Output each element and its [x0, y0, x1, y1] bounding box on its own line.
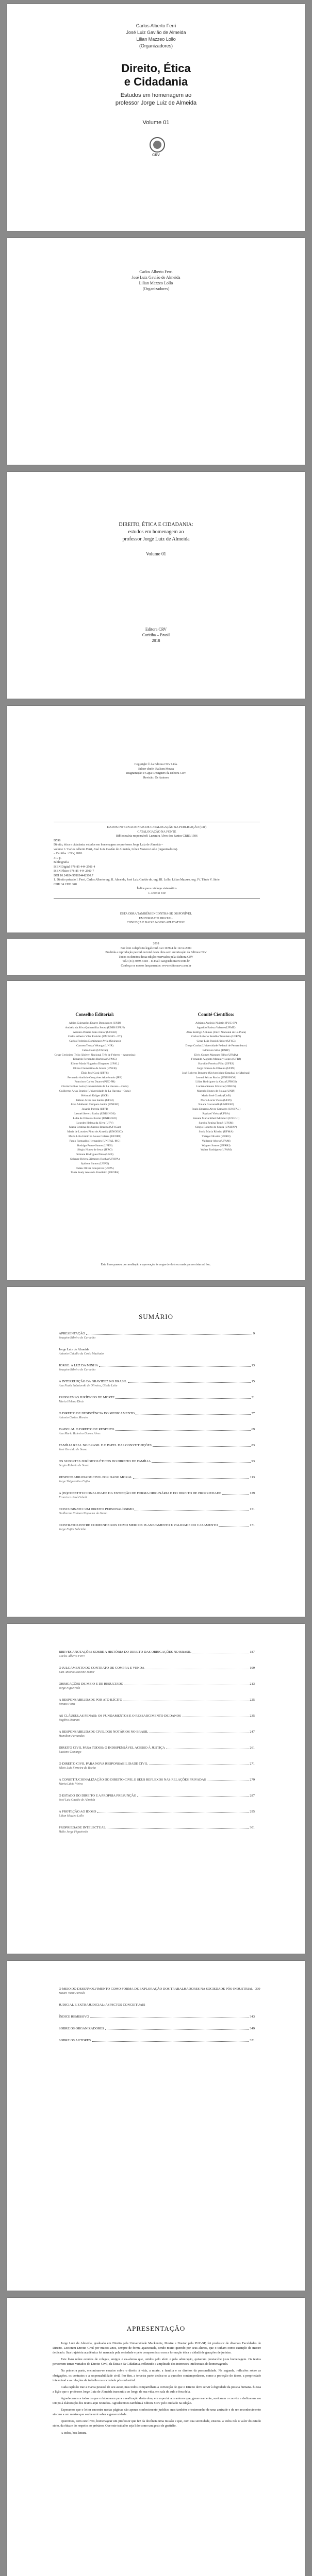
summary-entry[interactable] — [59, 1714, 255, 1722]
summary-entry[interactable] — [59, 1809, 255, 1818]
council-member: Helmuth Krüger (UCP) — [81, 1094, 109, 1097]
summary-entry-page: 93 — [251, 1460, 255, 1463]
summary-entry[interactable] — [59, 1777, 255, 1786]
publisher-notice-line: Conheça os nossos lançamentos: www.editoracrv.com.br — [121, 964, 191, 968]
summary-entry[interactable] — [59, 1427, 255, 1436]
publisher-logo-icon — [150, 137, 165, 152]
council-member: Diogo Cunha (Universidade Federal de Pernambuco) — [185, 1044, 247, 1047]
council-member: Rodrigo Pratte-Santos (UFES) — [77, 1144, 113, 1147]
summary-entry[interactable] — [59, 1793, 255, 1802]
summary-list-3 — [59, 1987, 260, 2050]
summary-leader-dots — [222, 1494, 249, 1495]
council-member: Marcelo Nunes de Souza (UNIP) — [196, 1089, 236, 1093]
cip-record — [54, 822, 260, 899]
council-member: Luciana Santos Silveira (UFRGS) — [196, 1085, 236, 1089]
half-title-line-2: estudos em homenagem ao — [128, 529, 184, 535]
summary-entry-page: 69 — [251, 1428, 255, 1431]
summary-entry[interactable] — [59, 1347, 255, 1356]
summary-leader-dots — [116, 1430, 251, 1431]
summary-leader-dots — [86, 1334, 252, 1335]
copyright-page — [7, 706, 305, 933]
title-page-authors — [7, 269, 305, 292]
summary-page-1 — [7, 1287, 305, 1617]
cip-line: 1. Direito 340 — [148, 891, 166, 895]
council-member: Aldira Guimarães Duarte Domínguez (UNB) — [69, 1022, 121, 1025]
presentation-title: APRESENTAÇÃO — [126, 2325, 186, 2332]
summary-entry-page: 351 — [250, 2039, 255, 2042]
council-member: Cesar Luiz Pasold Júnior (UFSC) — [196, 1040, 236, 1043]
cover-subtitle-line-2: professor Jorge Luiz de Almeida — [115, 100, 197, 106]
cip-line: 1. Direito privado I. Ferri, Carlos Alberto org. II. Almeida, José Luiz Gavião de. org. III. Lollo, Lilian Mazzeo. org. IV. Título V. Série. — [54, 878, 221, 882]
council-member: Guillermo Arias Beatón (Universidade de La Havana – Cuba) — [59, 1089, 131, 1093]
council-member: Élsio José Corá (UFFS) — [81, 1071, 109, 1075]
cover-title-line-2: e Cidadania — [124, 75, 188, 88]
summary-entry-title: A (IN)CONSTITUCIONALIDADE DA EXTINÇÃO DE FORMA ORIGINÁRIA E DO DIREITO DE PROPRIEDADE — [59, 1492, 221, 1495]
cover-volume: Volume 01 — [142, 120, 170, 126]
summary-entry-author: Antonio Carlos Morato — [59, 1416, 88, 1419]
summary-entry-page: 13 — [251, 1364, 255, 1367]
cover-author-1: Carlos Alberto Ferri — [136, 23, 176, 28]
scientific-committee-list — [165, 1021, 268, 1153]
council-member: Elione Maria Nogueira Diogenes (UFAL) — [71, 1062, 119, 1066]
title-author-3: Lilian Mazzeo Lollo — [139, 281, 173, 285]
half-title-publisher-3: 2018 — [152, 638, 160, 643]
council-member: Agnaldo Batista Valente (UFMT) — [196, 1026, 236, 1029]
editorial-council-list — [43, 1021, 146, 1175]
summary-entry[interactable] — [59, 1682, 255, 1690]
cover-author-2: José Luiz Gavião de Almeida — [126, 30, 186, 35]
half-title-volume: Volume 01 — [145, 551, 167, 556]
summary-entry-page: 129 — [250, 1492, 255, 1495]
summary-entry[interactable] — [59, 1523, 255, 1532]
council-member: Paulo Romualdo Hernandes (UNIFAL-MG) — [69, 1139, 121, 1143]
copyright-notice — [7, 912, 305, 925]
summary-entry-page: 343 — [250, 2015, 255, 2019]
summary-entry-title: O JULGAMENTO DO CONTRATO DE COMPRA E VENDA — [59, 1666, 144, 1670]
summary-entry-title: A RESPONSABILIDADE POR ATO ILÍCITO — [59, 1698, 122, 1702]
summary-entry-author: Rogério Donnini — [59, 1719, 80, 1722]
presentation-paragraph: Queremos, com este livro, homenagear um professor que fez da docência uma missão e que, com sua serenidade, ensinou a todos nós o valor do estudo sério, da ética e do respeito ao próximo. Que este trabalho seja lido como um gesto de gratidão. — [53, 2419, 261, 2428]
cip-line: Bibliotecária responsável: Luzenira Alves dos Santos CRB9/1506 — [116, 835, 198, 838]
title-author-2: José Luiz Gavião de Almeida — [132, 275, 180, 280]
summary-entry-title: SOBRE OS AUTORES — [59, 2039, 91, 2042]
summary-entry-page: 171 — [250, 1523, 255, 1527]
presentation-page — [7, 2298, 305, 2576]
summary-entry-title: CONTRATOS ENTRE COMPANHEIROS COMO MEIO DE PLANEJAMENTO E VALIDADE DO CASAMENTO — [59, 1523, 218, 1527]
summary-entry[interactable] — [59, 2003, 255, 2007]
publisher-notice-page — [7, 939, 305, 975]
summary-entry-title: JUDICIAL E EXTRAJUDICIAL: ASPECTOS CONCEITUAIS — [59, 2003, 145, 2007]
title-author-4: (Organizadores) — [142, 286, 170, 291]
summary-entry-title: APRESENTAÇÃO — [59, 1332, 85, 1335]
council-member: Tadeu Oliver Gonçalves (UFPA) — [76, 1166, 114, 1170]
summary-entry-page: 187 — [250, 1650, 255, 1654]
copyright-notice-line: EM FORMATO DIGITAL. — [139, 917, 173, 920]
summary-entry-author: Antonio Cláudio da Costa Machado — [59, 1352, 104, 1355]
summary-entry-author: Joaquim Ribeiro de Carvalho — [59, 1336, 96, 1340]
cover-title — [7, 62, 305, 89]
summary-entry[interactable] — [59, 1761, 255, 1770]
summary-entry[interactable] — [59, 1379, 255, 1388]
peer-review-note: Este livro passou por avaliação e aprovação às cegas de dois ou mais pareceristas ad hoc. — [101, 1263, 211, 1266]
summary-entry-page: 151 — [250, 1507, 255, 1511]
presentation-paragraph: Jorge Luiz de Almeida, graduado em Direito pela Universidade Mackenzie, Mestre e Doutor pela PUC-SP, foi professor de diversas Faculdades de Direito. Lecionou Direito Civil por muitos anos, sempre de forma apaixonada, sendo muito querido por seus alunos, que o tinham como exemplo de mestre dedicado. Sua trajetória acadêmica foi marcada pela seriedade e pelo compromisso com a formação ética e cidadã de gerações de juristas. — [53, 2342, 261, 2355]
publisher-notice-line: Todos os direitos desta edição reservados pela: Editora CRV — [119, 955, 193, 959]
council-member: Maria José Corrêa (UnB) — [201, 1094, 231, 1097]
council-member: Valdemir Alves (UFAM) — [202, 1139, 231, 1143]
council-member: Leonel Severo Rocha (UNISINOS) — [74, 1112, 116, 1115]
summary-leader-dots — [135, 1510, 249, 1511]
summary-entry-title: DIREITO CIVIL PARA TODOS: O INDISPENSÁVEL ACESSO À JUSTIÇA — [59, 1746, 165, 1750]
summary-entry[interactable] — [59, 1987, 260, 1995]
cip-line: Bibliografia — [54, 861, 69, 864]
council-member: Carlos Roberto Botelho Trombeta (UFRN) — [191, 1035, 241, 1039]
copyright-line: Diagramação e Capa: Designers da Editora CRV — [126, 772, 186, 775]
summary-entry-title: FAMÍLIA REAL NO BRASIL E O PAPEL DAS CONSTITUIÇÕES — [59, 1444, 152, 1447]
summary-entry[interactable] — [59, 1825, 255, 1834]
summary-entry-page: 213 — [250, 1682, 255, 1686]
summary-entry-title: A INTERRUPÇÃO DA GRAVIDEZ NO BRASIL — [59, 1380, 127, 1383]
publisher-notice-line: Foi feito o depósito legal conf. Lei 10.994 de 14/12/2004 — [120, 946, 192, 950]
council-member: Carlos Federico Dominguez Avila (Unieuro) — [69, 1040, 121, 1043]
summary-entry[interactable] — [59, 2038, 255, 2043]
council-member: Leonel Seixas Rocha (UNISINOS) — [195, 1076, 237, 1079]
scientific-committee — [165, 1012, 268, 1153]
half-title-publisher — [7, 626, 305, 643]
publisher-notice-line: Proibida a reprodução parcial ou total desta obra sem autorização da Editora CRV — [105, 951, 207, 954]
summary-entry-author: Maria Helena Diniz — [59, 1400, 84, 1403]
summary-entry-page: 261 — [250, 1746, 255, 1750]
cip-line: Índice para catálogo sistemático — [137, 887, 177, 890]
cover-title-line-1: Direito, Ética — [121, 62, 191, 75]
summary-entry-title: ÍNDICE REMISSIVO — [59, 2015, 89, 2019]
summary-entry[interactable] — [59, 1475, 255, 1484]
summary-entry[interactable] — [59, 1650, 255, 1658]
summary-entry[interactable] — [59, 1491, 255, 1500]
council-member: Jorge Gomes de Oliveira (UFPE) — [196, 1066, 236, 1070]
summary-entry-author: Jorge Fujita Sobrinho — [59, 1528, 87, 1531]
summary-leader-dots — [92, 2041, 249, 2042]
council-member: Maria de Lourdes Pinto de Almeida (UNOESC) — [67, 1130, 123, 1134]
summary-entry-page: 301 — [250, 1826, 255, 1829]
summary-entry-title: BREVES ANOTAÇÕES SOBRE A HISTÓRIA DO DIREITO DAS OBRIGAÇÕES NO BRASIL — [59, 1650, 191, 1654]
half-title-publisher-1: Editora CRV — [145, 627, 167, 632]
copyright-notice-line: ESTA OBRA TAMBÉM ENCONTRA-SE DISPONÍVEL — [120, 912, 192, 916]
summary-entry-title: O MEIO DO DESENVOLVIMENTO COMO FORMA DE EXPLORAÇÃO DOS TRABALHADORES NA SOCIEDADE PÓS-INDUSTRIAL — [59, 1987, 253, 1991]
summary-entry-title: JORGE: A LUZ DA MINHA — [59, 1364, 98, 1367]
summary-entry-page: 199 — [250, 1666, 255, 1670]
summary-entry-page: 235 — [250, 1714, 255, 1718]
summary-entry-author: Silvio Luís Ferreira da Rocha — [59, 1767, 96, 1770]
summary-entry-title: ISABEL M. O DIREITO DE RESPEITO — [59, 1428, 114, 1431]
cip-line: volume I / Carlos Alberto Ferri, José Luiz Gavião de Almeida, Lilian Mazzeo Lollo (organizadores). — [54, 848, 178, 851]
summary-entry-title: A RESPONSABILIDADE CIVIL DOS NOTÁRIOS NO BRASIL — [59, 1730, 149, 1734]
summary-entry-author: Jorge Shiguemitsu Fujita — [59, 1480, 90, 1483]
summary-entry-page: 349 — [250, 2027, 255, 2030]
cip-line: Direito, ética e cidadania: estudos em homenagem ao professor Jorge Luiz de Almeida – — [54, 843, 163, 846]
cover-subtitle-line-1: Estudos em homenagem ao — [120, 92, 192, 98]
council-member: Fernando Antônio Gonçalves Alcoforado (IPB) — [68, 1076, 122, 1079]
council-member: Sandra Regina Tomé (UFSM) — [199, 1121, 234, 1125]
summary-entry-author: Ana Maria Baleeiro Gomes Alves — [59, 1432, 101, 1435]
summary-entry-author: Francisco José Cahali — [59, 1496, 87, 1499]
title-author-1: Carlos Alberto Ferri — [139, 269, 173, 274]
summary-entry[interactable] — [59, 1459, 255, 1468]
presentation-paragraph: A todos, boa leitura. — [61, 2431, 87, 2435]
summary-entry-author: Joaquim Ribeiro de Carvalho — [59, 1368, 96, 1371]
summary-list-1 — [59, 1331, 255, 1539]
summary-leader-dots — [99, 1366, 250, 1367]
council-member: Wagner Soares (UFRRJ) — [202, 1144, 231, 1147]
summary-entry[interactable] — [59, 1666, 255, 1674]
summary-entry-title: CONCUBINATO: UM DIREITO PERSONALÍSSIMO — [59, 1507, 134, 1511]
summary-entry-title: OBRIGAÇÕES DE MEIO E DE RESULTADO — [59, 1682, 124, 1686]
copyright-line: Copyright © da Editora CRV Ltda. — [134, 763, 178, 766]
copyright-line: Editor-chefe: Railson Moura — [138, 767, 174, 771]
council-member: Sonia Maria Ribeiro (UFMA) — [199, 1130, 234, 1134]
summary-entry-page: 279 — [250, 1778, 255, 1782]
copyright-credits — [7, 762, 305, 780]
council-member: Francisco Carlos Duarte (PUC-PR) — [74, 1080, 116, 1084]
publisher-notice-line: Tel.: (41) 3039-6418 – E-mail: sac@editoracrv.com.br — [122, 960, 190, 963]
summary-entry[interactable] — [59, 1745, 255, 1754]
summary-entry-title: PROBLEMAS JURÍDICOS DE MORTE — [59, 1396, 115, 1399]
summary-entry-author: José Luiz Gavião de Almeida — [59, 1799, 95, 1802]
council-member: Maria Lúcia Vieira (UFPI) — [201, 1098, 232, 1102]
council-member: Jailson Alves dos Santos (UFRJ) — [76, 1098, 114, 1102]
summary-entry[interactable] — [59, 1411, 255, 1420]
summary-entry-author: Maria Lúcia Vieira — [59, 1783, 83, 1786]
council-member: Sérgio Nunes de Jesus (IFRO) — [77, 1148, 112, 1152]
copyright-notice-line: CONHEÇA E BAIXE NOSSO APLICATIVO! — [126, 921, 186, 924]
summary-entry[interactable] — [59, 1698, 255, 1706]
council-member: Andréia da Silva Quintanilha Sousa (UNIR/UFRN) — [65, 1026, 125, 1029]
summary-entry-page: 57 — [251, 1412, 255, 1415]
summary-entry[interactable] — [59, 1443, 255, 1452]
summary-entry-author: Hélio Jorge Figueiredo — [59, 1831, 88, 1834]
summary-page-2 — [7, 1624, 305, 1954]
council-member: Haroldo Ferreira Filho (UFES) — [198, 1062, 234, 1066]
summary-entry-title: Jorge Luiz de Almeida — [59, 1348, 89, 1351]
summary-leader-dots — [153, 1446, 251, 1447]
cip-line: – Curitiba : CRV, 2018. — [54, 852, 83, 855]
cover-page — [7, 4, 305, 231]
council-member: Walter Rodrigues (UFAM) — [200, 1148, 232, 1152]
council-member: Eduardo Fernandes Barbosa (UFMG) — [73, 1058, 117, 1061]
council-member: Rosane Maria Sibert Mitidieri (UNIJUI) — [192, 1116, 240, 1120]
summary-entry-page: 15 — [251, 1380, 255, 1383]
presentation-body — [53, 2341, 261, 2437]
council-member: Thiago Oliveira (UFRN) — [202, 1134, 231, 1138]
council-member: Lídia de Oliveira Xavier (UNIEURO) — [73, 1116, 117, 1120]
council-member: Celso Conti (UFSCar) — [81, 1048, 108, 1052]
council-member: José Roberto Bonome (Universidade Estadual de Maringá) — [182, 1071, 251, 1075]
council-member: Raphael Vieira (UFBA) — [202, 1112, 230, 1115]
presentation-paragraph: Agradecemos a todos os que colaboraram para a realização desta obra, em especial aos autores que, generosamente, aceitaram o convite e dedicaram seu tempo à elaboração dos textos aqui reunidos. Agradecemos também à Editora CRV pelo cuidado na edição. — [53, 2396, 261, 2405]
council-member: Carlos Alberto Vilar Estêvão (UMINHO – PT) — [68, 1035, 122, 1039]
council-member: Maria Lília Imbiriba Sousa Colares (UFOPA) — [68, 1134, 122, 1138]
summary-entry-title: O DIREITO CIVIL PARA NOVA RESPONSABILIDADE CIVIL — [59, 1762, 148, 1766]
summary-leader-dots — [105, 2029, 249, 2030]
title-page — [7, 238, 305, 465]
publisher-logo-text: CRV — [152, 154, 160, 157]
council-member: Elvis Gomes Marques Filho (UFMA) — [194, 1053, 238, 1057]
summary-entry-title: A CONSTITUCIONALIZAÇÃO DO DIREITO CIVIL E SEUS REFLEXOS NAS RELAÇÕES PRIVADAS — [59, 1778, 206, 1782]
summary-entry-author: Luiz Antonio Scavone Junior — [59, 1671, 95, 1674]
scientific-committee-title: Comitê Científico: — [198, 1012, 235, 1017]
cip-line: DOI 10.24824/978854442500.7 — [54, 874, 93, 877]
council-member: Sydione Santos (UEPG) — [80, 1162, 109, 1165]
council-member: Adriano Antônio Nuintin (PUC-SP) — [195, 1022, 237, 1025]
summary-entry-title: O ESTADO DO DIREITO E A PROPRIA PRESUNÇÃO — [59, 1794, 137, 1798]
half-title-line-1: DIREITO, ÉTICA E CIDADANIA: — [119, 522, 193, 528]
summary-entry-page: 295 — [250, 1810, 255, 1814]
council-member: Alan Rodrigo Antunes (Univ. Nacional de La Plata) — [186, 1030, 246, 1034]
summary-leader-dots — [97, 1812, 249, 1813]
presentation-paragraph: Este livro reúne estudos de colegas, amigos e ex-alunos que, unidos pelo afeto e pela admiração, quiseram prestar-lhe justa homenagem. Os textos percorrem temas variados do Direito Civil, da Ética e da Cidadania, refletindo a amplitude dos interesses intelectuais do homenageado. — [53, 2358, 261, 2366]
presentation-paragraph: Esperamos que o leitor encontre nestas páginas não apenas conhecimento jurídico, mas também o testemunho de uma amizade e de um reconhecimento sincero a um mestre que soube unir saber e generosidade. — [53, 2408, 261, 2417]
summary-leader-dots — [152, 1462, 250, 1463]
council-member: Solange Helena Ximenes-Rocha (UFOPA) — [70, 1157, 120, 1161]
council-member: Sérgio Roberto de Souza (UNIFAP) — [195, 1126, 237, 1129]
cover-subtitle — [7, 92, 305, 107]
summary-leader-dots — [128, 1382, 251, 1383]
council-member: Cesar Gerónimo Tello (Univer. Nacional Três de Febrero – Argentina) — [54, 1053, 136, 1057]
council-member: Naiara Giacomelli (UNIFESP) — [198, 1103, 234, 1107]
council-member: Josania Portela (UFPI) — [81, 1108, 108, 1111]
cip-line: CDU 34 CDD 340 — [54, 883, 77, 886]
half-title-page — [7, 472, 305, 699]
presentation-paragraph: Na primeira parte, encontram-se ensaios sobre o direito à vida, a morte, a família e os direitos da personalidade. Na segunda, reflexões sobre as obrigações, os contratos e a responsabilidade civil. Por fim, a terceira parte dedica-se a questões contemporâneas, como a proteção do idoso, a propriedade intelectual e as relações de trabalho na sociedade pós-industrial. — [53, 2369, 261, 2382]
summary-entry[interactable] — [59, 1395, 255, 1404]
cip-line: ISBN Digital 978-85-444-2501-4 — [54, 865, 95, 869]
council-member: Simone Rodrigues Pinto (UNB) — [76, 1153, 113, 1157]
cover-authors — [7, 23, 305, 49]
publisher-notice-line: 2018 — [153, 942, 159, 945]
summary-entry-page: 271 — [250, 1762, 255, 1766]
summary-entry[interactable] — [59, 2026, 255, 2031]
publisher-notice — [7, 942, 305, 968]
summary-entry-page: 31 — [251, 1396, 255, 1399]
summary-entry-author: Luciano Camargo — [59, 1751, 81, 1754]
council-member: Lilian Rodrigues da Cruz (UFRGS) — [195, 1080, 237, 1084]
summary-leader-dots — [219, 1526, 249, 1527]
council-member: Maria Cristina dos Santos Bezerra (UFSCar) — [69, 1126, 121, 1129]
summary-entry-title: PROPRIEDADE INTELECTUAL — [59, 1826, 106, 1829]
summary-title: SUMÁRIO — [139, 1313, 173, 1320]
editorial-council — [43, 1012, 146, 1175]
summary-entry[interactable] — [59, 2014, 255, 2019]
summary-entry[interactable] — [59, 1331, 255, 1340]
summary-entry-page: 113 — [250, 1476, 255, 1479]
summary-leader-dots — [136, 1414, 251, 1415]
council-member: Tania Suely Azevedo Brasileiro (UFOPA) — [71, 1171, 119, 1175]
half-title-line-3: professor Jorge Luiz de Almeida — [122, 536, 190, 542]
summary-entry-author: Ana Paula Sabatovski de Oliveira, Gisele Leite — [59, 1384, 118, 1387]
summary-entry-page: 9 — [253, 1332, 255, 1335]
summary-entry[interactable] — [59, 1363, 255, 1372]
cover-author-4: (Organizadores) — [139, 43, 173, 48]
editorial-council-title: Conselho Editorial: — [75, 1012, 114, 1017]
summary-entry-page: 225 — [250, 1698, 255, 1702]
half-title-text — [7, 521, 305, 543]
half-title-publisher-2: Curitiba – Brasil — [142, 633, 170, 637]
summary-leader-dots — [133, 1478, 249, 1479]
summary-list-2 — [59, 1650, 255, 1841]
summary-leader-dots — [107, 1828, 249, 1829]
summary-entry-title: SOBRE OS ORGANIZADORES — [59, 2027, 104, 2030]
copyright-line: Revisão: Os Autores — [143, 776, 169, 779]
summary-entry[interactable] — [59, 1730, 255, 1738]
summary-entry-title: OS SUPORTES JURÍDICOS ÉTICOS DO DIREITO DE FAMÍLIA — [59, 1460, 151, 1463]
summary-entry-title: A PROTEÇÃO AO IDOSO — [59, 1810, 96, 1814]
cip-line: DADOS INTERNACIONAIS DE CATALOGAÇÃO NA PUBLICAÇÃO (CIP) — [107, 826, 207, 829]
summary-entry-author: Hamilton Fernandes — [59, 1735, 85, 1738]
council-member: Fernando Augusto Montai y Lopes (UFRJ) — [191, 1058, 241, 1061]
summary-entry-author: Mauro Vasni Paroski — [59, 1992, 85, 1995]
summary-entry-page: 309 — [255, 1987, 260, 1991]
council-member: Lourdes Helena da Silva (UFV) — [76, 1121, 113, 1125]
summary-entry-author: Guilherme Calmon Nogueira da Gama — [59, 1512, 107, 1515]
summary-entry-page: 247 — [250, 1730, 255, 1734]
council-member: Carmen Tereza Velanga (UNIR) — [76, 1044, 113, 1047]
summary-entry[interactable] — [59, 1507, 255, 1516]
council-member: Elizeu Clementino de Souza (UNEB) — [73, 1066, 117, 1070]
summary-entry-title: RESPONSABILIDADE CIVIL POR DANO MORAL — [59, 1476, 133, 1479]
cip-line: ISBN Físico 978-85-444-2500-7 — [54, 870, 94, 873]
summary-entry-author: José Geraldo de Sousa — [59, 1448, 88, 1451]
cip-line: CATALOGAÇÃO NA FONTE — [137, 830, 176, 834]
summary-entry-page: 287 — [250, 1794, 255, 1798]
summary-entry-page: 83 — [251, 1444, 255, 1447]
summary-entry-author: Lilian Mazzeo Lollo — [59, 1815, 84, 1818]
summary-page-3 — [7, 1961, 305, 2291]
summary-entry-title: AS CLÁUSULAS PENAIS: OS FUNDAMENTOS E O RESSARCIMENTO DE DANOS — [59, 1714, 181, 1718]
summary-leader-dots — [116, 1398, 250, 1399]
summary-entry-author: Carlos Alberto Ferri — [59, 1655, 85, 1658]
council-member: João Adalberto Campato Junior (UNESP) — [71, 1103, 119, 1107]
council-member: Edmilson Silva (UNIP) — [202, 1048, 230, 1052]
council-member: Antônio Pereira Gaio Júnior (UFRRJ) — [73, 1030, 117, 1034]
cip-line: D598 — [54, 839, 61, 842]
summary-entry-author: Renato Pozzi — [59, 1703, 75, 1706]
presentation-paragraph: Cada capítulo traz a marca pessoal de seu autor, mas todos compartilham a convicção de que o Direito deve servir à dignidade da pessoa humana. É essa a lição que o professor Jorge Luiz de Almeida transmitiu ao longo de sua vida, em sala de aula e fora dela. — [53, 2385, 261, 2394]
summary-entry-author: Jorge Figueiredo — [59, 1687, 80, 1690]
cip-line: 310 p. — [54, 856, 61, 860]
summary-entry-author: Sergio Roberto de Souza — [59, 1464, 90, 1467]
councils-page — [7, 981, 305, 1280]
council-member: Paulo Eduardo Alves Camargo (UNIFAL) — [191, 1108, 241, 1111]
summary-entry-title: O DIREITO DE DESISTÊNCIA DO MEDICAMENTO — [59, 1412, 135, 1415]
cover-author-3: Lilian Mazzeo Lollo — [136, 37, 176, 42]
council-member: Gloria Fariñas León (Universidade de La Havana – Cuba) — [61, 1085, 128, 1089]
